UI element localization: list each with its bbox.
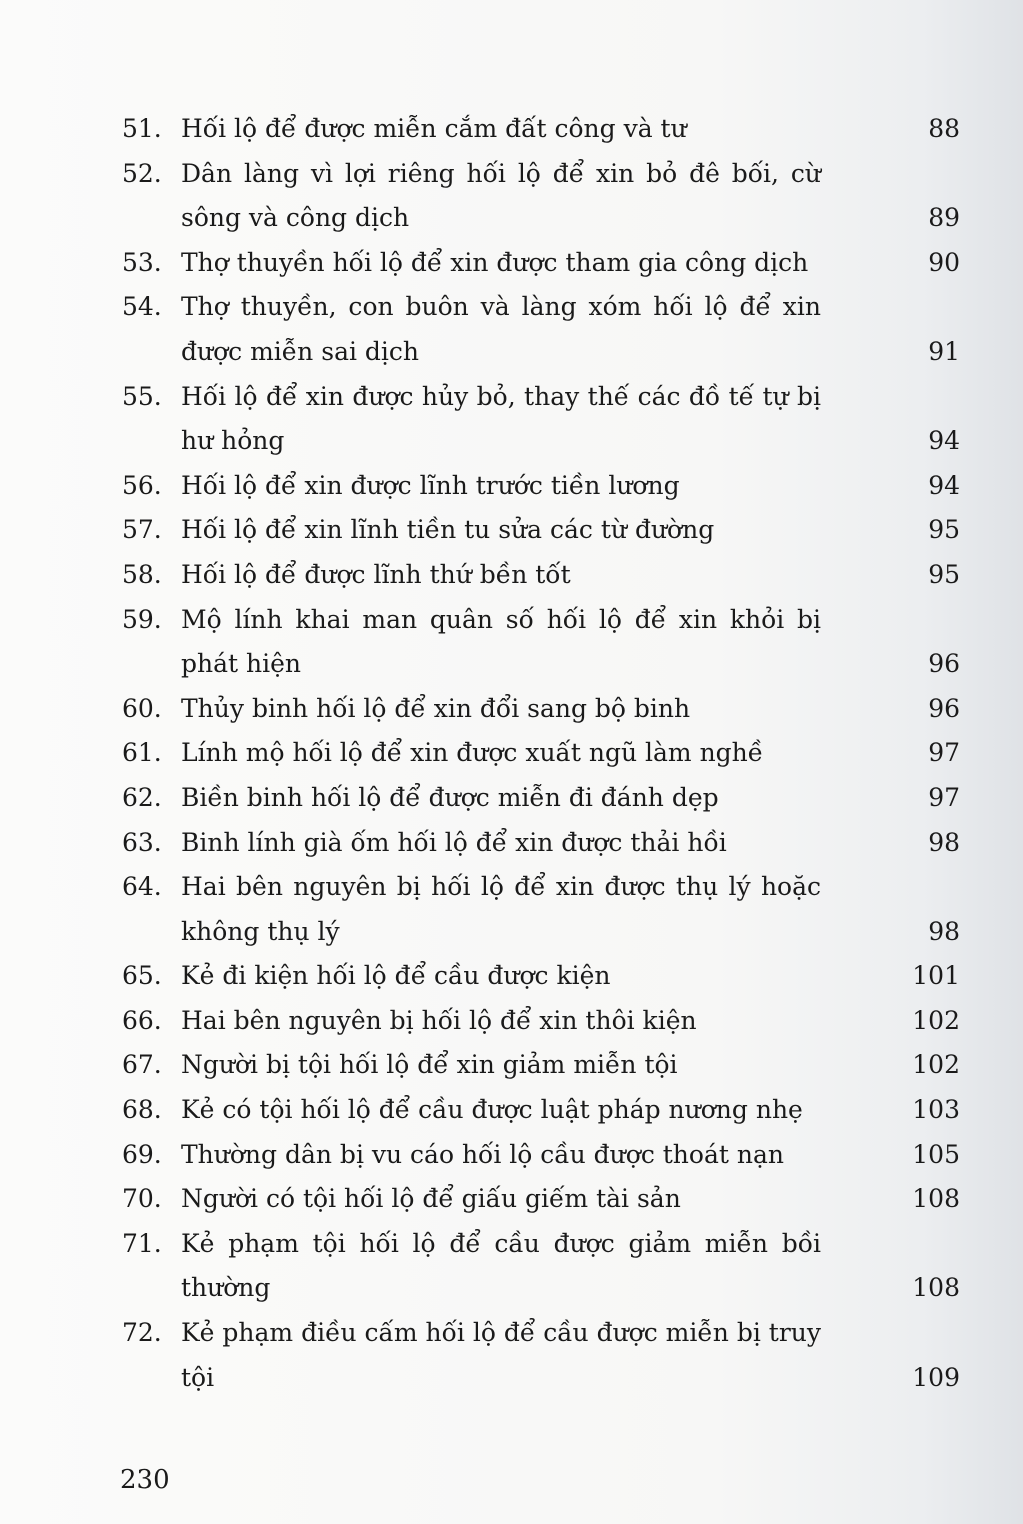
- entry-title: Hai bên nguyên bị hối lộ để xin thôi kiện: [181, 1005, 697, 1035]
- entry-number: 55.: [122, 381, 162, 411]
- entry-title: Lính mộ hối lộ để xin được xuất ngũ làm nghề: [181, 738, 764, 768]
- entry-number: 70.: [122, 1184, 162, 1214]
- entry-title: Hối lộ để được lĩnh thứ bền tốt: [181, 559, 571, 589]
- toc-entry: [0, 1311, 1023, 1400]
- entry-number: 53.: [122, 247, 162, 277]
- entry-number: 56.: [122, 470, 162, 500]
- entry-number: 65.: [122, 961, 162, 991]
- entry-number: 62.: [122, 782, 162, 812]
- toc-entry: [0, 553, 1023, 598]
- entry-title: Kẻ có tội hối lộ để cầu được luật pháp nương nhẹ: [181, 1095, 803, 1125]
- entry-number: 59.: [122, 604, 162, 634]
- entry-number: 67.: [122, 1050, 162, 1080]
- entry-number: 51.: [122, 114, 162, 143]
- entry-title: Hối lộ để xin được hủy bỏ, thay thế các đồ tế tự bị hư hỏng: [181, 381, 821, 456]
- toc-entry: [0, 464, 1023, 509]
- toc-entry: [0, 375, 1023, 464]
- toc-entry: [0, 865, 1023, 954]
- entry-page: 91: [928, 336, 960, 366]
- entry-page: 108: [912, 1273, 960, 1303]
- toc-entry: [0, 1088, 1023, 1133]
- entry-number: 52.: [122, 158, 162, 188]
- entry-number: 71.: [122, 1228, 162, 1258]
- toc-entry: [0, 152, 1023, 241]
- toc-entry: [0, 776, 1023, 821]
- toc-entry: [0, 508, 1023, 553]
- entry-title: Mộ lính khai man quân số hối lộ để xin khỏi bị phát hiện: [181, 604, 821, 679]
- page-number: 230: [120, 1465, 170, 1495]
- entry-page: 101: [912, 961, 960, 991]
- entry-page: 109: [912, 1362, 960, 1392]
- entry-page: 97: [928, 738, 960, 768]
- entry-title: Thợ thuyền hối lộ để xin được tham gia công dịch: [181, 247, 809, 277]
- toc-entry: [0, 107, 1023, 152]
- entry-number: 61.: [122, 738, 162, 768]
- entry-number: 68.: [122, 1095, 162, 1125]
- entry-number: 69.: [122, 1139, 162, 1169]
- entry-number: 54.: [122, 292, 162, 322]
- entry-title: Người bị tội hối lộ để xin giảm miễn tội: [181, 1050, 678, 1080]
- entry-title: Kẻ phạm điều cấm hối lộ để cầu được miễn bị truy tội: [181, 1318, 821, 1392]
- toc-entry: [0, 598, 1023, 687]
- toc-entry: [0, 999, 1023, 1044]
- entry-number: 63.: [122, 827, 162, 857]
- entry-title: Hai bên nguyên bị hối lộ để xin được thụ lý hoặc không thụ lý: [181, 872, 821, 946]
- entry-title: Dân làng vì lợi riêng hối lộ để xin bỏ đê bối, cừ sông và công dịch: [181, 158, 821, 233]
- toc-entry: [0, 731, 1023, 776]
- entry-title: Hối lộ để xin được lĩnh trước tiền lương: [181, 470, 680, 500]
- entry-title: Binh lính già ốm hối lộ để xin được thải hồi: [181, 827, 727, 857]
- entry-page: 94: [928, 426, 960, 456]
- entry-number: 60.: [122, 693, 162, 723]
- entry-title: Hối lộ để xin lĩnh tiền tu sửa các từ đường: [181, 515, 715, 545]
- entry-number: 72.: [122, 1318, 162, 1348]
- entry-page: 98: [928, 916, 960, 946]
- entry-page: 105: [912, 1139, 960, 1169]
- entry-title: Thường dân bị vu cáo hối lộ cầu được thoát nạn: [181, 1139, 784, 1169]
- toc-entry: [0, 1177, 1023, 1222]
- entry-page: 88: [928, 114, 960, 143]
- entry-number: 57.: [122, 515, 162, 545]
- entry-title: Người có tội hối lộ để giấu giếm tài sản: [181, 1184, 681, 1214]
- toc-entry: [0, 241, 1023, 286]
- toc-entry: [0, 954, 1023, 999]
- toc-entry: [0, 285, 1023, 374]
- entry-title: Hối lộ để được miễn cắm đất công và tư: [181, 114, 687, 143]
- entry-page: 90: [928, 247, 960, 277]
- toc-entry: [0, 1043, 1023, 1088]
- entry-title: Kẻ đi kiện hối lộ để cầu được kiện: [181, 961, 611, 991]
- entry-page: 95: [928, 515, 960, 545]
- entry-title: Thợ thuyền, con buôn và làng xóm hối lộ để xin được miễn sai dịch: [181, 292, 821, 366]
- entry-page: 96: [928, 693, 960, 723]
- entry-page: 102: [912, 1050, 960, 1080]
- entry-page: 102: [912, 1005, 960, 1035]
- toc-entry: [0, 1222, 1023, 1311]
- table-of-contents: [0, 107, 1023, 1400]
- entry-page: 97: [928, 782, 960, 812]
- entry-page: 98: [928, 827, 960, 857]
- entry-page: 108: [912, 1184, 960, 1214]
- toc-entry: [0, 821, 1023, 866]
- toc-entry: [0, 1133, 1023, 1178]
- entry-page: 103: [912, 1095, 960, 1125]
- entry-title: Biền binh hối lộ để được miễn đi đánh dẹp: [181, 782, 719, 812]
- entry-number: 66.: [122, 1005, 162, 1035]
- entry-title: Kẻ phạm tội hối lộ để cầu được giảm miễn bồi thường: [181, 1228, 821, 1303]
- entry-title: Thủy binh hối lộ để xin đổi sang bộ binh: [181, 693, 691, 723]
- entry-page: 94: [928, 470, 960, 500]
- entry-page: 95: [928, 559, 960, 589]
- entry-page: 89: [928, 203, 960, 233]
- entry-page: 96: [928, 649, 960, 679]
- toc-entry: [0, 687, 1023, 732]
- entry-number: 58.: [122, 559, 162, 589]
- entry-number: 64.: [122, 872, 162, 902]
